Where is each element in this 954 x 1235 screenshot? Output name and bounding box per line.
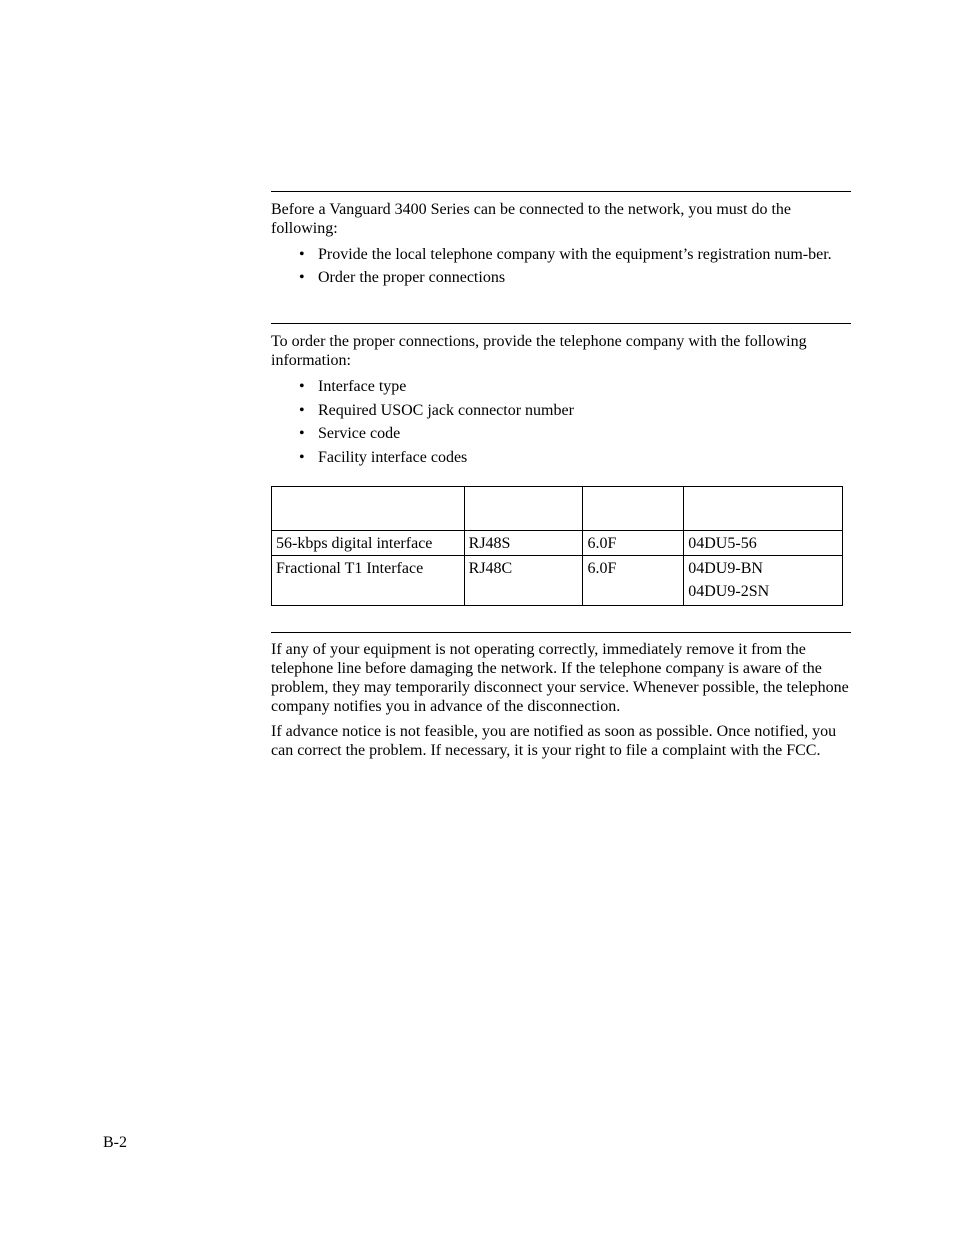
list-item bbox=[271, 245, 851, 264]
list-item bbox=[271, 401, 851, 420]
table-cell-interface-type: 56-kbps digital interface bbox=[272, 531, 465, 556]
table-header-cell bbox=[272, 487, 465, 531]
section-rule-1 bbox=[271, 191, 851, 192]
table-header-cell bbox=[583, 487, 684, 531]
section3-paragraph-2: If advance notice is not feasible, you are notified as soon as possible. Once notified, you can correct the problem. If necessary, it is your right to file a complaint with the FCC. bbox=[271, 723, 837, 759]
table-row bbox=[272, 556, 843, 606]
table-cell-jack: RJ48S bbox=[464, 531, 583, 556]
bullet-icon: • bbox=[299, 246, 305, 263]
table-header-row bbox=[272, 487, 843, 531]
section-rule-3 bbox=[271, 632, 851, 633]
page-number: B-2 bbox=[103, 1134, 127, 1151]
section3-paragraph-1: If any of your equipment is not operating correctly, immediately remove it from the telephone line before damaging the network. If the telephone company is aware of the problem, they may temporarily disconnect your service. Whenever possible, the telephone company notifies you in advance of the disconnection. bbox=[271, 641, 849, 715]
table-row bbox=[272, 531, 843, 556]
bullet-text: Required USOC jack connector number bbox=[318, 401, 574, 419]
list-item bbox=[271, 268, 851, 287]
table-cell-facility-code bbox=[684, 556, 843, 606]
list-item bbox=[271, 448, 851, 467]
section1-paragraph: Before a Vanguard 3400 Series can be connected to the network, you must do the following: bbox=[271, 201, 791, 237]
interface-codes-table bbox=[271, 486, 843, 606]
facility-code-line: 04DU9-BN bbox=[688, 560, 763, 577]
bullet-text: Provide the local telephone company with the equipment’s registration num-ber. bbox=[318, 246, 832, 263]
section2-paragraph: To order the proper connections, provide the telephone company with the following information: bbox=[271, 333, 807, 369]
section1-bullet-list bbox=[271, 245, 851, 287]
bullet-icon: • bbox=[299, 378, 305, 395]
bullet-icon: • bbox=[299, 448, 305, 466]
table-cell-service-code: 6.0F bbox=[583, 531, 684, 556]
table-cell-interface-type: Fractional T1 Interface bbox=[272, 556, 465, 606]
section2-bullet-list bbox=[271, 377, 851, 467]
table-cell-jack: RJ48C bbox=[464, 556, 583, 606]
bullet-text: Facility interface codes bbox=[318, 448, 468, 466]
bullet-icon: • bbox=[299, 425, 305, 442]
table-header-cell bbox=[464, 487, 583, 531]
bullet-text: Service code bbox=[318, 425, 401, 442]
bullet-text: Interface type bbox=[318, 378, 407, 395]
table-header-cell bbox=[684, 487, 843, 531]
table-cell-service-code: 6.0F bbox=[583, 556, 684, 606]
table-cell-facility-code: 04DU5-56 bbox=[684, 531, 843, 556]
list-item bbox=[271, 424, 851, 443]
section-rule-2 bbox=[271, 323, 851, 324]
bullet-icon: • bbox=[299, 401, 305, 419]
list-item bbox=[271, 377, 851, 396]
bullet-icon: • bbox=[299, 269, 305, 286]
bullet-text: Order the proper connections bbox=[318, 269, 506, 286]
facility-code-line: 04DU9-2SN bbox=[688, 583, 770, 600]
